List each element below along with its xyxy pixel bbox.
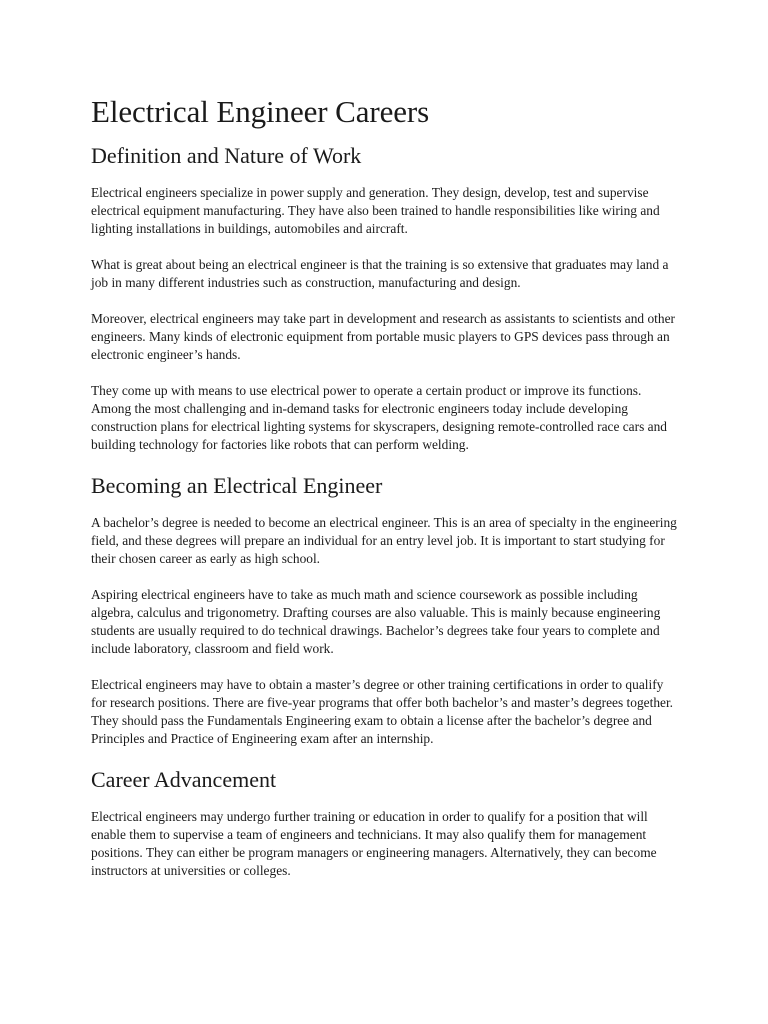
document-page <box>91 92 679 898</box>
section-heading: Becoming an Electrical Engineer <box>91 473 383 498</box>
paragraph: Electrical engineers may have to obtain a master’s degree or other training certifications in order to qualify for research positions. There are five-year programs that offer both bachelor’s and master’s degrees together. They should pass the Fundamentals Engineering exam to obtain a license after the bachelor’s degree and Principles and Practice of Engineering exam after an internship. <box>91 677 674 746</box>
section-heading: Definition and Nature of Work <box>91 143 362 168</box>
paragraph: They come up with means to use electrical power to operate a certain product or improve its functions. Among the most challenging and in-demand tasks for electronic engineers today include developing construction plans for electrical lighting systems for skyscrapers, designing remote-controlled race cars and building technology for factories like robots that can perform welding. <box>91 383 667 452</box>
document-title: Electrical Engineer Careers <box>91 94 430 129</box>
paragraph: What is great about being an electrical engineer is that the training is so extensive that graduates may land a job in many different industries such as construction, manufacturing and design. <box>91 257 669 290</box>
paragraph: Aspiring electrical engineers have to take as much math and science coursework as possible including algebra, calculus and trigonometry. Drafting courses are also valuable. This is mainly because engineering students are usually required to do technical drawings. Bachelor’s degrees take four years to complete and include laboratory, classroom and field work. <box>91 587 661 656</box>
paragraph: Electrical engineers specialize in power supply and generation. They design, develop, test and supervise electrical equipment manufacturing. They have also been trained to handle responsibilities like wiring and lighting installations in buildings, automobiles and aircraft. <box>91 185 660 236</box>
paragraph: Moreover, electrical engineers may take part in development and research as assistants to scientists and other engineers. Many kinds of electronic equipment from portable music players to GPS devices pass through an electronic engineer’s hands. <box>91 311 675 362</box>
paragraph: A bachelor’s degree is needed to become an electrical engineer. This is an area of specialty in the engineering field, and these degrees will prepare an individual for an entry level job. It is important to start studying for their chosen career as early as high school. <box>91 515 677 566</box>
paragraph: Electrical engineers may undergo further training or education in order to qualify for a position that will enable them to supervise a team of engineers and technicians. It may also qualify them for management positions. They can either be program managers or engineering managers. Alternatively, they can become instructors at universities or colleges. <box>91 809 657 878</box>
section-career-advancement <box>91 766 679 880</box>
section-becoming <box>91 472 679 748</box>
section-heading: Career Advancement <box>91 767 277 792</box>
section-definition <box>91 142 679 454</box>
